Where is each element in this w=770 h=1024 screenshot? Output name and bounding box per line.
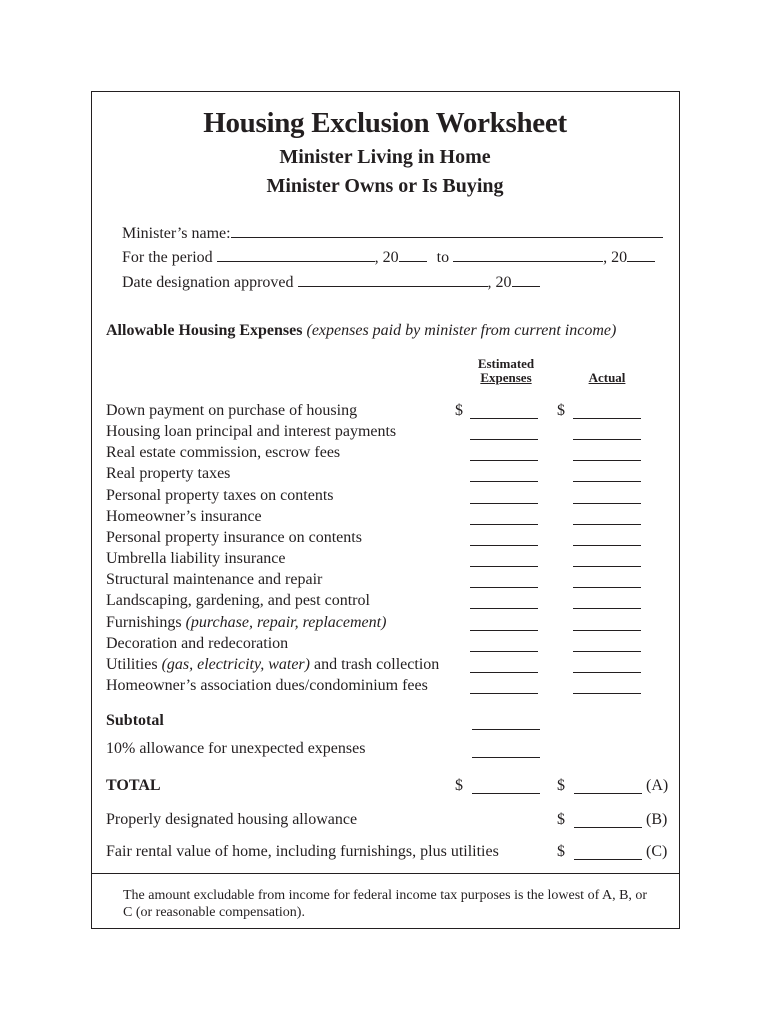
expense-label: Homeowner’s association dues/condominium fees	[106, 677, 428, 694]
subtotal-label: Subtotal	[106, 712, 164, 729]
expense-estimated-field[interactable]	[470, 418, 538, 419]
expense-estimated-field[interactable]	[470, 545, 538, 546]
period-year-label-1: , 20	[374, 249, 399, 266]
expense-estimated-field[interactable]	[470, 651, 538, 652]
expense-estimated-field[interactable]	[470, 630, 538, 631]
period-row	[122, 247, 655, 267]
expense-actual-field[interactable]	[573, 481, 641, 482]
designated-allowance-label: Properly designated housing allowance	[106, 811, 358, 828]
expense-label: Furnishings	[106, 614, 182, 631]
column-header-estimated-line2: Expenses	[480, 370, 532, 385]
period-start-year-field[interactable]	[399, 247, 427, 262]
expense-actual-field[interactable]	[573, 460, 641, 461]
total-dollar-actual: $	[557, 777, 565, 794]
expense-label: Personal property insurance on contents	[106, 529, 362, 546]
allowance-label: 10% allowance for unexpected expenses	[106, 740, 366, 757]
expense-estimated-field[interactable]	[470, 503, 538, 504]
designated-letter-b: (B)	[646, 811, 668, 828]
expense-note: (purchase, repair, replacement)	[185, 614, 387, 631]
fair-rental-label: Fair rental value of home, including furnishings, plus utilities	[106, 843, 499, 860]
minister-name-row	[122, 223, 663, 243]
expense-row	[106, 487, 334, 505]
expense-label: Homeowner’s insurance	[106, 508, 262, 525]
expense-actual-field[interactable]	[573, 630, 641, 631]
expense-label: Umbrella liability insurance	[106, 550, 286, 567]
fair-rental-field[interactable]	[574, 859, 642, 860]
expense-label: Utilities	[106, 656, 158, 673]
period-label: For the period	[122, 249, 213, 266]
expense-estimated-field[interactable]	[470, 608, 538, 609]
expense-label: Real estate commission, escrow fees	[106, 444, 341, 461]
expense-suffix: and trash collection	[313, 656, 440, 673]
total-actual-field[interactable]	[574, 793, 642, 794]
expense-label: Decoration and redecoration	[106, 635, 289, 652]
expense-estimated-field[interactable]	[470, 439, 538, 440]
expense-row	[106, 677, 428, 695]
expense-actual-field[interactable]	[573, 672, 641, 673]
period-to-label: to	[436, 249, 450, 266]
section-heading-title: Allowable Housing Expenses	[106, 322, 303, 339]
page-title: Housing Exclusion Worksheet	[203, 107, 567, 139]
expense-actual-field[interactable]	[573, 651, 641, 652]
date-designation-row	[122, 272, 540, 292]
date-year-label: , 20	[487, 274, 512, 291]
expense-estimated-field[interactable]	[470, 693, 538, 694]
expense-row	[106, 444, 340, 462]
period-year-label-2: , 20	[603, 249, 628, 266]
expense-row	[106, 529, 362, 547]
expense-label: Real property taxes	[106, 465, 231, 482]
expense-actual-field[interactable]	[573, 418, 641, 419]
column-header-actual	[567, 371, 647, 385]
date-year-field[interactable]	[512, 272, 540, 287]
expense-actual-field[interactable]	[573, 545, 641, 546]
column-header-estimated-line1: Estimated	[477, 356, 535, 371]
expense-row	[106, 592, 370, 610]
section-heading	[106, 322, 616, 340]
expense-actual-field[interactable]	[573, 608, 641, 609]
total-label: TOTAL	[106, 777, 161, 794]
expense-estimated-field[interactable]	[470, 524, 538, 525]
expense-estimated-field[interactable]	[470, 672, 538, 673]
period-start-field[interactable]	[217, 247, 375, 262]
expense-row	[106, 465, 230, 483]
expense-actual-field[interactable]	[573, 503, 641, 504]
expense-estimated-field[interactable]	[470, 460, 538, 461]
minister-name-label: Minister’s name:	[122, 225, 231, 242]
minister-name-field[interactable]	[231, 223, 663, 238]
expense-row	[106, 423, 396, 441]
expense-row	[106, 402, 357, 420]
expense-actual-field[interactable]	[573, 693, 641, 694]
period-end-field[interactable]	[453, 247, 603, 262]
expense-row	[106, 508, 262, 526]
dollar-sign-estimated: $	[455, 402, 463, 419]
date-designation-field[interactable]	[298, 272, 488, 287]
expense-label: Housing loan principal and interest payments	[106, 423, 397, 440]
expense-row	[106, 550, 286, 568]
designated-dollar: $	[557, 811, 565, 828]
expense-actual-field[interactable]	[573, 439, 641, 440]
section-heading-note: (expenses paid by minister from current income)	[306, 322, 617, 339]
expense-estimated-field[interactable]	[470, 566, 538, 567]
column-header-actual-label: Actual	[588, 370, 626, 385]
allowance-estimated-field[interactable]	[472, 757, 540, 758]
period-end-year-field[interactable]	[627, 247, 655, 262]
expense-note: (gas, electricity, water)	[161, 656, 310, 673]
fair-rental-dollar: $	[557, 843, 565, 860]
designated-allowance-field[interactable]	[574, 827, 642, 828]
expense-estimated-field[interactable]	[470, 481, 538, 482]
column-header-estimated	[464, 357, 548, 385]
expense-label: Structural maintenance and repair	[106, 571, 323, 588]
expense-row	[106, 571, 322, 589]
expense-row	[106, 635, 288, 653]
expense-row	[106, 656, 439, 674]
total-estimated-field[interactable]	[472, 793, 540, 794]
total-dollar-estimated: $	[455, 777, 463, 794]
expense-estimated-field[interactable]	[470, 587, 538, 588]
expense-label: Landscaping, gardening, and pest control	[106, 592, 370, 609]
expense-actual-field[interactable]	[573, 524, 641, 525]
total-letter-a: (A)	[646, 777, 669, 794]
expense-label: Personal property taxes on contents	[106, 487, 334, 504]
expense-row	[106, 614, 386, 632]
subtitle-living-in-home: Minister Living in Home	[279, 146, 491, 168]
date-designation-label: Date designation approved	[122, 274, 294, 291]
subtotal-estimated-field[interactable]	[472, 729, 540, 730]
expense-label: Down payment on purchase of housing	[106, 402, 358, 419]
expense-actual-field[interactable]	[573, 566, 641, 567]
subtitle-owns-or-buying: Minister Owns or Is Buying	[266, 175, 504, 197]
footer-note: The amount excludable from income for federal income tax purposes is the lowest of A, B, or C (or reasonable compensation).	[123, 888, 648, 920]
footer-divider	[91, 873, 680, 874]
fair-rental-letter-c: (C)	[646, 843, 668, 860]
dollar-sign-actual: $	[557, 402, 565, 419]
expense-actual-field[interactable]	[573, 587, 641, 588]
